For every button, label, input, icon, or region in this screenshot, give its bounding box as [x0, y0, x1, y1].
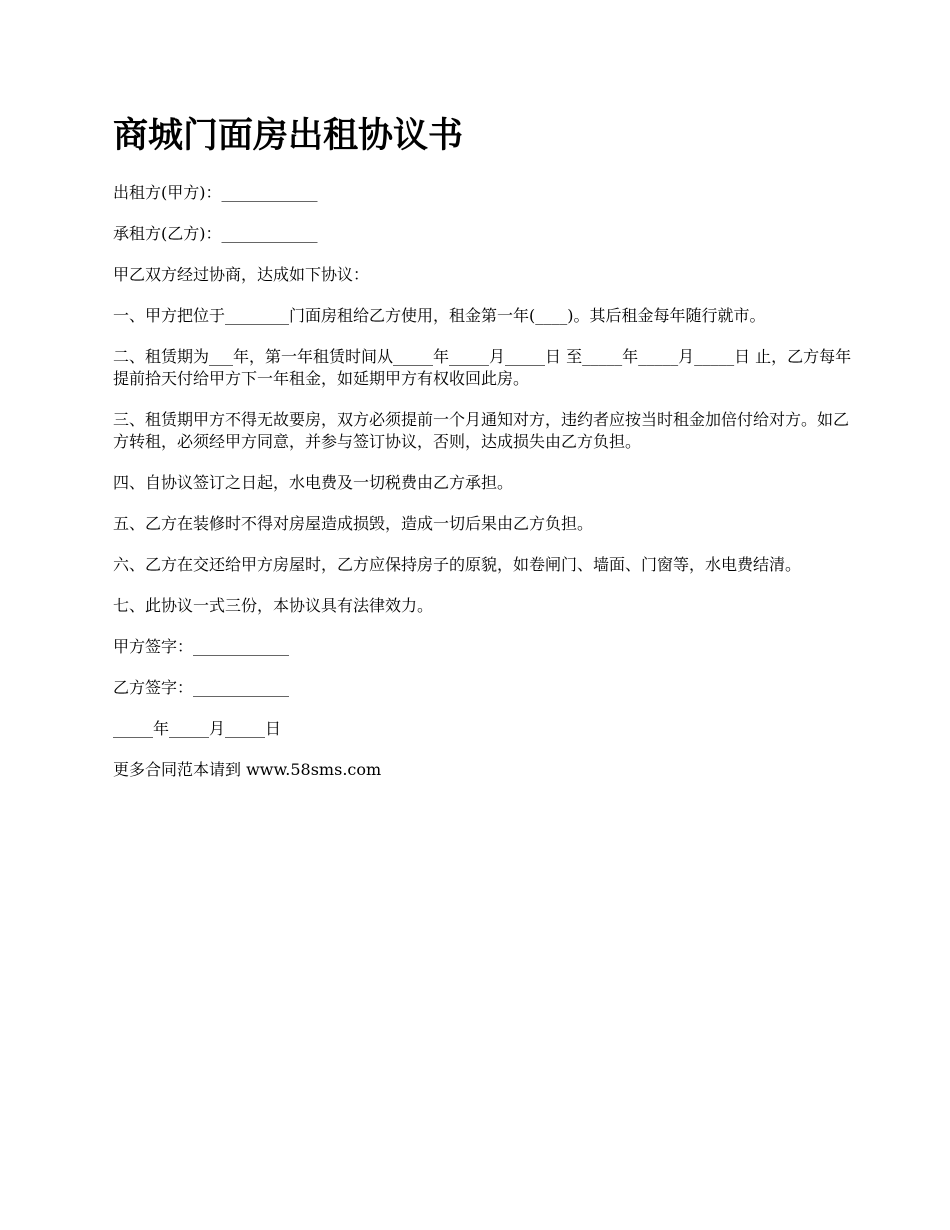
document-page [113, 110, 853, 800]
clause-5: 五、乙方在装修时不得对房屋造成损毁，造成一切后果由乙方负担。 [113, 514, 594, 533]
lessee-signature-line: 乙方签字：____________ [113, 678, 290, 697]
date-line: _____年_____月_____日 [113, 719, 282, 738]
lessee-line: 承租方(乙方)：____________ [113, 224, 318, 243]
lessor-signature-line: 甲方签字：____________ [113, 637, 290, 656]
clause-7: 七、此协议一式三份，本协议具有法律效力。 [113, 596, 434, 615]
document-title: 商城门面房出租协议书 [113, 115, 464, 156]
clause-3: 三、租赁期甲方不得无故要房，双方必须提前一个月通知对方，违约者应按当时租金加倍付给对方。如乙方转租，必须经甲方同意，并参与签订协议，否则，达成损失由乙方负担。 [113, 410, 850, 451]
clause-6: 六、乙方在交还给甲方房屋时，乙方应保持房子的原貌，如卷闸门、墙面、门窗等，水电费结清。 [113, 555, 802, 574]
lessor-line: 出租方(甲方)：____________ [113, 183, 318, 202]
footer-note: 更多合同范本请到 www.58sms.com [113, 760, 382, 779]
clause-4: 四、自协议签订之日起，水电费及一切税费由乙方承担。 [113, 473, 514, 492]
clause-1: 一、甲方把位于________门面房租给乙方使用，租金第一年(____)。其后租金每年随行就市。 [113, 306, 766, 325]
agreement-intro: 甲乙双方经过协商，达成如下协议： [113, 265, 370, 284]
clause-2: 二、租赁期为___年，第一年租赁时间从_____年_____月_____日 至_____年_____月_____日 止，乙方每年提前拾天付给甲方下一年租金，如延期甲方有权收回此房。 [113, 347, 852, 388]
